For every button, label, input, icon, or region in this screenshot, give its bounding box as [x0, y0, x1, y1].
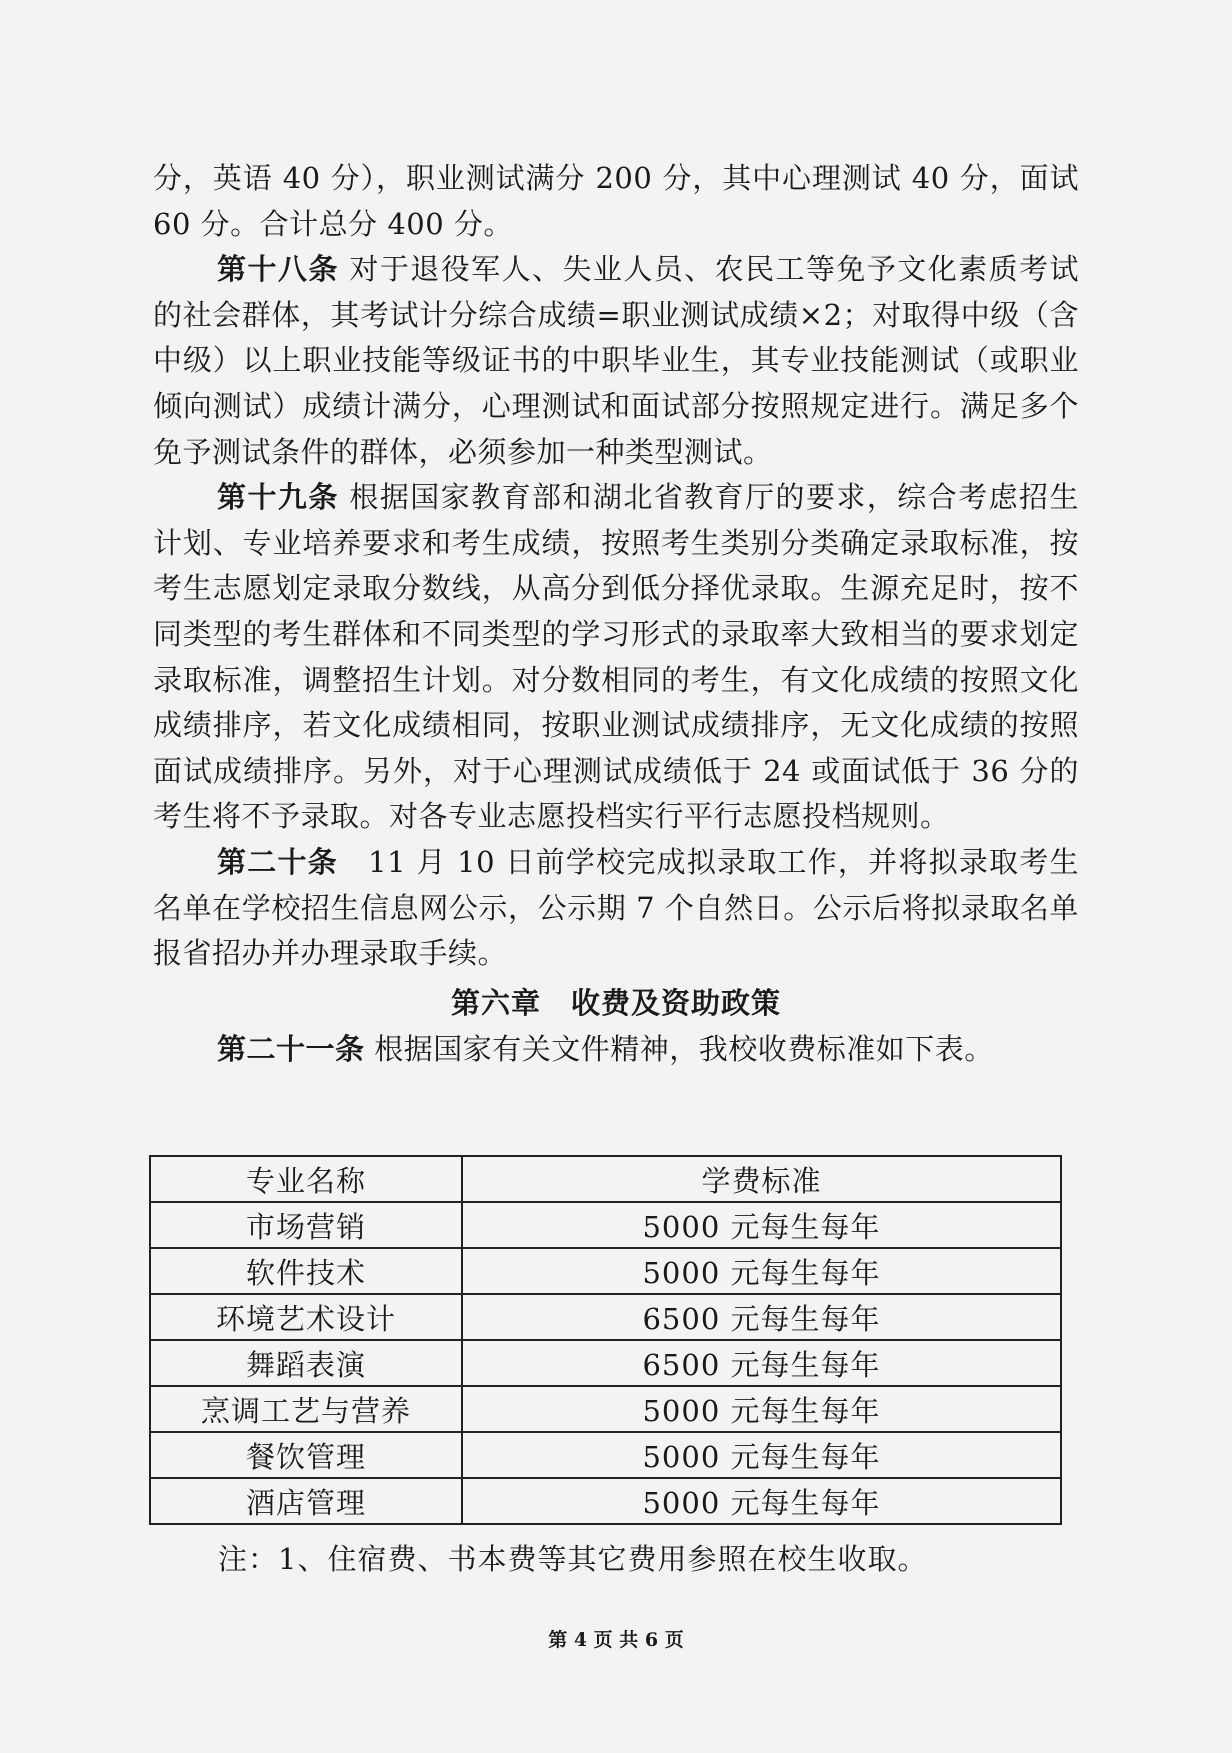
article-label: 第十九条 [217, 480, 339, 515]
body-text [153, 156, 1079, 1072]
article-21 [153, 1027, 1079, 1073]
table-row [150, 1432, 1061, 1478]
major-cell: 烹调工艺与营养 [150, 1386, 462, 1432]
major-cell: 软件技术 [150, 1248, 462, 1294]
fee-cell: 6500 元每生每年 [462, 1340, 1061, 1386]
paragraph-text: 11 月 10 日前学校完成拟录取工作，并将拟录取考生名单在学校招生信息网公示，公示期 7 个自然日。公示后将拟录取名单报省招办并办理录取手续。 [153, 844, 1079, 971]
article-label: 第二十条 [217, 844, 338, 879]
table-row [150, 1340, 1061, 1386]
fee-cell: 5000 元每生每年 [462, 1478, 1061, 1524]
article-label: 第二十一条 [217, 1031, 365, 1066]
table-row [150, 1248, 1061, 1294]
fee-note: 注：1、住宿费、书本费等其它费用参照在校生收取。 [218, 1542, 928, 1576]
article-label: 第十八条 [217, 252, 339, 287]
fee-cell: 5000 元每生每年 [462, 1432, 1061, 1478]
article-20 [153, 840, 1079, 977]
paragraph-1 [153, 156, 1079, 247]
article-18 [153, 247, 1079, 475]
column-header-fee: 学费标准 [462, 1156, 1061, 1202]
table-row [150, 1386, 1061, 1432]
paragraph-text: 根据国家有关文件精神，我校收费标准如下表。 [364, 1031, 994, 1066]
major-cell: 餐饮管理 [150, 1432, 462, 1478]
table-row [150, 1294, 1061, 1340]
major-cell: 市场营销 [150, 1202, 462, 1248]
column-header-major: 专业名称 [150, 1156, 462, 1202]
major-cell: 环境艺术设计 [150, 1294, 462, 1340]
table-row [150, 1202, 1061, 1248]
table-row [150, 1478, 1061, 1524]
fee-cell: 5000 元每生每年 [462, 1386, 1061, 1432]
major-cell: 酒店管理 [150, 1478, 462, 1524]
paragraph-text: 对于退役军人、失业人员、农民工等免予文化素质考试的社会群体，其考试计分综合成绩=职业测试成绩×2；对取得中级（含中级）以上职业技能等级证书的中职毕业生，其专业技能测试（或职业倾向测试）成绩计满分，心理测试和面试部分按照规定进行。满足多个免予测试条件的群体，必须参加一种类型测试。 [153, 252, 1079, 469]
table-header-row [150, 1156, 1061, 1202]
fee-cell: 6500 元每生每年 [462, 1294, 1061, 1340]
paragraph-text: 分，英语 40 分），职业测试满分 200 分，其中心理测试 40 分，面试 60 分。合计总分 400 分。 [153, 161, 1079, 241]
article-19 [153, 475, 1079, 840]
fee-cell: 5000 元每生每年 [462, 1202, 1061, 1248]
major-cell: 舞蹈表演 [150, 1340, 462, 1386]
fee-cell: 5000 元每生每年 [462, 1248, 1061, 1294]
page-number: 第 4 页 共 6 页 [548, 1629, 684, 1651]
chapter-title: 第六章 收费及资助政策 [450, 985, 781, 1020]
paragraph-text: 根据国家教育部和湖北省教育厅的要求，综合考虑招生计划、专业培养要求和考生成绩，按照考生类别分类确定录取标准，按考生志愿划定录取分数线，从高分到低分择优录取。生源充足时，按不同类型的考生群体和不同类型的学习形式的录取率大致相当的要求划定录取标准，调整招生计划。对分数相同的考生，有文化成绩的按照文化成绩排序，若文化成绩相同，按职业测试成绩排序，无文化成绩的按照面试成绩排序。另外，对于心理测试成绩低于 24 或面试低于 36 分的考生将不予录取。对各专业志愿投档实行平行志愿投档规则。 [153, 480, 1079, 834]
fee-table [149, 1155, 1062, 1525]
